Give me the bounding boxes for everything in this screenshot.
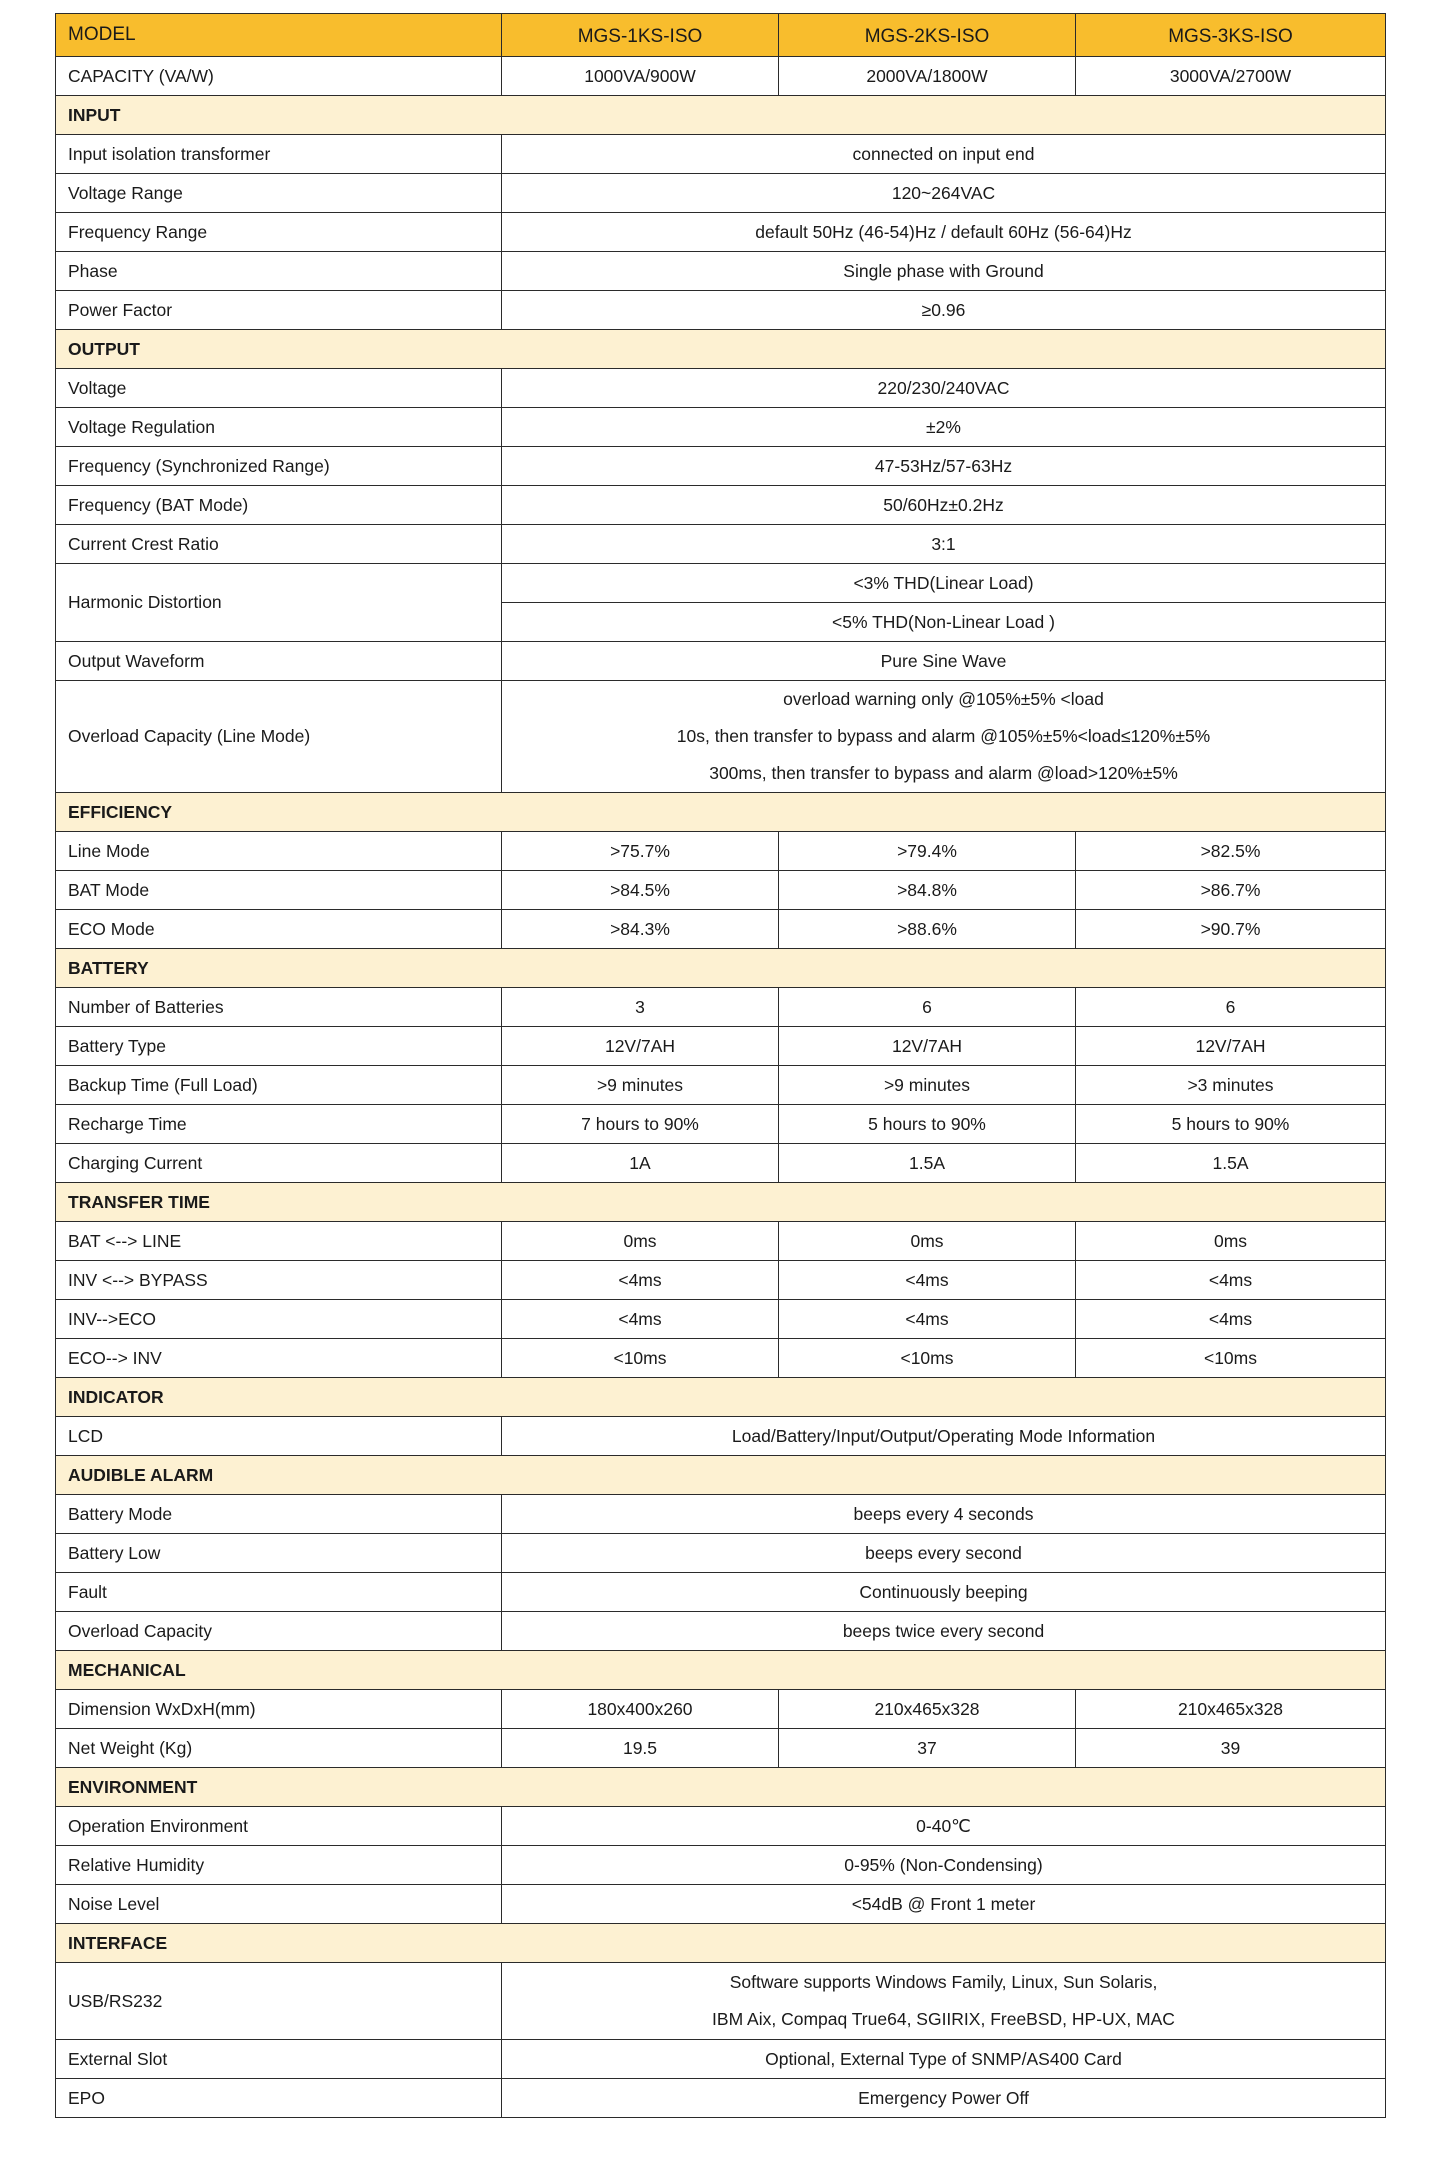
row-value: Continuously beeping [502, 1573, 1386, 1612]
row-label: Battery Low [56, 1534, 502, 1573]
table-row [56, 1066, 1386, 1105]
section-header [56, 1924, 1386, 1963]
row-value: 6 [779, 988, 1076, 1027]
row-value: >84.3% [502, 910, 779, 949]
table-row [56, 57, 1386, 96]
row-value: 0ms [779, 1222, 1076, 1261]
row-value: Emergency Power Off [502, 2079, 1386, 2118]
model-name: MGS-3KS-ISO [1076, 14, 1386, 57]
table-row [56, 1885, 1386, 1924]
table-row [56, 135, 1386, 174]
row-value: <10ms [1076, 1339, 1386, 1378]
table-row [56, 1807, 1386, 1846]
row-label: Harmonic Distortion [56, 564, 502, 642]
row-label: Noise Level [56, 1885, 502, 1924]
row-value: >88.6% [779, 910, 1076, 949]
row-label: Fault [56, 1573, 502, 1612]
table-row [56, 291, 1386, 330]
row-value: 12V/7AH [502, 1027, 779, 1066]
table-row [56, 1534, 1386, 1573]
table-row [56, 564, 1386, 603]
row-label: Overload Capacity (Line Mode) [56, 681, 502, 793]
section-header [56, 330, 1386, 369]
value-line: 300ms, then transfer to bypass and alarm @load>120%±5% [709, 763, 1178, 783]
row-label: Recharge Time [56, 1105, 502, 1144]
row-label: Voltage Regulation [56, 408, 502, 447]
row-value: 50/60Hz±0.2Hz [502, 486, 1386, 525]
table-row [56, 1846, 1386, 1885]
row-label: Number of Batteries [56, 988, 502, 1027]
row-value: 210x465x328 [1076, 1690, 1386, 1729]
section-header [56, 1651, 1386, 1690]
row-value: 0-95% (Non-Condensing) [502, 1846, 1386, 1885]
table-row [56, 1144, 1386, 1183]
table-row [56, 1495, 1386, 1534]
model-header-row [56, 14, 1386, 57]
row-value: Optional, External Type of SNMP/AS400 Card [502, 2040, 1386, 2079]
row-label: Charging Current [56, 1144, 502, 1183]
row-value: 7 hours to 90% [502, 1105, 779, 1144]
row-value: 5 hours to 90% [1076, 1105, 1386, 1144]
row-label: Power Factor [56, 291, 502, 330]
table-row [56, 1222, 1386, 1261]
table-row [56, 174, 1386, 213]
row-value: 3000VA/2700W [1076, 57, 1386, 96]
row-value: beeps twice every second [502, 1612, 1386, 1651]
section-title: TRANSFER TIME [56, 1183, 1386, 1222]
table-row [56, 1690, 1386, 1729]
row-label: Dimension WxDxH(mm) [56, 1690, 502, 1729]
row-label: Phase [56, 252, 502, 291]
spec-table [55, 13, 1386, 2118]
section-title: INPUT [56, 96, 1386, 135]
row-value: <3% THD(Linear Load) [502, 564, 1386, 603]
row-value: 1.5A [779, 1144, 1076, 1183]
section-title: AUDIBLE ALARM [56, 1456, 1386, 1495]
row-label: External Slot [56, 2040, 502, 2079]
table-row [56, 1963, 1386, 2040]
row-value: 47-53Hz/57-63Hz [502, 447, 1386, 486]
row-label: Input isolation transformer [56, 135, 502, 174]
model-label: MODEL [56, 14, 502, 57]
value-line: IBM Aix, Compaq True64, SGIIRIX, FreeBSD, HP-UX, MAC [712, 2009, 1175, 2029]
row-value: Single phase with Ground [502, 252, 1386, 291]
row-label: Backup Time (Full Load) [56, 1066, 502, 1105]
row-value [502, 681, 1386, 793]
table-row [56, 681, 1386, 793]
value-line: 10s, then transfer to bypass and alarm @105%±5%<load≤120%±5% [676, 726, 1211, 746]
row-label: BAT Mode [56, 871, 502, 910]
table-row [56, 2079, 1386, 2118]
row-value: >9 minutes [779, 1066, 1076, 1105]
row-label: Overload Capacity [56, 1612, 502, 1651]
row-value: <4ms [502, 1261, 779, 1300]
table-row [56, 213, 1386, 252]
row-label: Battery Type [56, 1027, 502, 1066]
row-label: Frequency (Synchronized Range) [56, 447, 502, 486]
table-row [56, 525, 1386, 564]
section-title: ENVIRONMENT [56, 1768, 1386, 1807]
section-title: MECHANICAL [56, 1651, 1386, 1690]
row-value: 1A [502, 1144, 779, 1183]
row-label: INV-->ECO [56, 1300, 502, 1339]
row-label: Frequency (BAT Mode) [56, 486, 502, 525]
row-value: >75.7% [502, 832, 779, 871]
row-value: Pure Sine Wave [502, 642, 1386, 681]
table-row [56, 871, 1386, 910]
row-value: 2000VA/1800W [779, 57, 1076, 96]
row-value: <10ms [779, 1339, 1076, 1378]
table-row [56, 1300, 1386, 1339]
row-value: >9 minutes [502, 1066, 779, 1105]
section-header [56, 949, 1386, 988]
row-value: ±2% [502, 408, 1386, 447]
value-line: Software supports Windows Family, Linux, Sun Solaris, [729, 1972, 1158, 1992]
row-value: 0ms [502, 1222, 779, 1261]
section-title: BATTERY [56, 949, 1386, 988]
section-title: EFFICIENCY [56, 793, 1386, 832]
row-label: ECO--> INV [56, 1339, 502, 1378]
row-value: <4ms [502, 1300, 779, 1339]
section-title: INDICATOR [56, 1378, 1386, 1417]
row-label: Net Weight (Kg) [56, 1729, 502, 1768]
row-value: <10ms [502, 1339, 779, 1378]
row-label: LCD [56, 1417, 502, 1456]
value-line: overload warning only @105%±5% <load [783, 689, 1104, 709]
table-row [56, 642, 1386, 681]
row-label: EPO [56, 2079, 502, 2118]
row-value: 0-40℃ [502, 1807, 1386, 1846]
row-value: <5% THD(Non-Linear Load ) [502, 603, 1386, 642]
row-value: beeps every second [502, 1534, 1386, 1573]
row-label: Line Mode [56, 832, 502, 871]
table-row [56, 1573, 1386, 1612]
row-label: Relative Humidity [56, 1846, 502, 1885]
row-value: beeps every 4 seconds [502, 1495, 1386, 1534]
row-value: >82.5% [1076, 832, 1386, 871]
row-value: 3 [502, 988, 779, 1027]
row-label: Voltage [56, 369, 502, 408]
table-row [56, 988, 1386, 1027]
row-value: <4ms [1076, 1300, 1386, 1339]
row-value: 12V/7AH [779, 1027, 1076, 1066]
row-value: 19.5 [502, 1729, 779, 1768]
table-row [56, 1105, 1386, 1144]
row-value: 37 [779, 1729, 1076, 1768]
row-label: Output Waveform [56, 642, 502, 681]
section-header [56, 1183, 1386, 1222]
row-value: >86.7% [1076, 871, 1386, 910]
row-value: 0ms [1076, 1222, 1386, 1261]
table-row [56, 1027, 1386, 1066]
row-label: CAPACITY (VA/W) [56, 57, 502, 96]
section-header [56, 793, 1386, 832]
row-value: 6 [1076, 988, 1386, 1027]
row-value: >79.4% [779, 832, 1076, 871]
row-value: ≥0.96 [502, 291, 1386, 330]
table-row [56, 1612, 1386, 1651]
row-value: 220/230/240VAC [502, 369, 1386, 408]
model-name: MGS-2KS-ISO [779, 14, 1076, 57]
table-row [56, 1261, 1386, 1300]
row-value: 5 hours to 90% [779, 1105, 1076, 1144]
section-title: OUTPUT [56, 330, 1386, 369]
row-value: <54dB @ Front 1 meter [502, 1885, 1386, 1924]
table-row [56, 1729, 1386, 1768]
row-value: >3 minutes [1076, 1066, 1386, 1105]
section-header [56, 1456, 1386, 1495]
table-row [56, 252, 1386, 291]
section-header [56, 96, 1386, 135]
row-label: USB/RS232 [56, 1963, 502, 2040]
row-value: <4ms [1076, 1261, 1386, 1300]
row-value: 12V/7AH [1076, 1027, 1386, 1066]
row-value: <4ms [779, 1261, 1076, 1300]
row-value: connected on input end [502, 135, 1386, 174]
row-value: 210x465x328 [779, 1690, 1076, 1729]
row-value [502, 1963, 1386, 2040]
table-row [56, 408, 1386, 447]
row-label: Current Crest Ratio [56, 525, 502, 564]
row-label: INV <--> BYPASS [56, 1261, 502, 1300]
row-value: 1000VA/900W [502, 57, 779, 96]
row-label: Battery Mode [56, 1495, 502, 1534]
row-value: >90.7% [1076, 910, 1386, 949]
row-label: BAT <--> LINE [56, 1222, 502, 1261]
table-row [56, 910, 1386, 949]
row-label: ECO Mode [56, 910, 502, 949]
row-value: Load/Battery/Input/Output/Operating Mode Information [502, 1417, 1386, 1456]
row-value: 1.5A [1076, 1144, 1386, 1183]
table-row [56, 369, 1386, 408]
row-label: Frequency Range [56, 213, 502, 252]
section-header [56, 1768, 1386, 1807]
table-row [56, 832, 1386, 871]
section-header [56, 1378, 1386, 1417]
table-row [56, 2040, 1386, 2079]
row-value: >84.5% [502, 871, 779, 910]
row-value: >84.8% [779, 871, 1076, 910]
row-label: Operation Environment [56, 1807, 502, 1846]
row-value: 39 [1076, 1729, 1386, 1768]
row-value: default 50Hz (46-54)Hz / default 60Hz (56-64)Hz [502, 213, 1386, 252]
row-value: 180x400x260 [502, 1690, 779, 1729]
model-name: MGS-1KS-ISO [502, 14, 779, 57]
section-title: INTERFACE [56, 1924, 1386, 1963]
table-row [56, 1339, 1386, 1378]
row-value: 3:1 [502, 525, 1386, 564]
row-value: 120~264VAC [502, 174, 1386, 213]
row-value: <4ms [779, 1300, 1076, 1339]
row-label: Voltage Range [56, 174, 502, 213]
table-row [56, 486, 1386, 525]
table-row [56, 447, 1386, 486]
table-row [56, 1417, 1386, 1456]
